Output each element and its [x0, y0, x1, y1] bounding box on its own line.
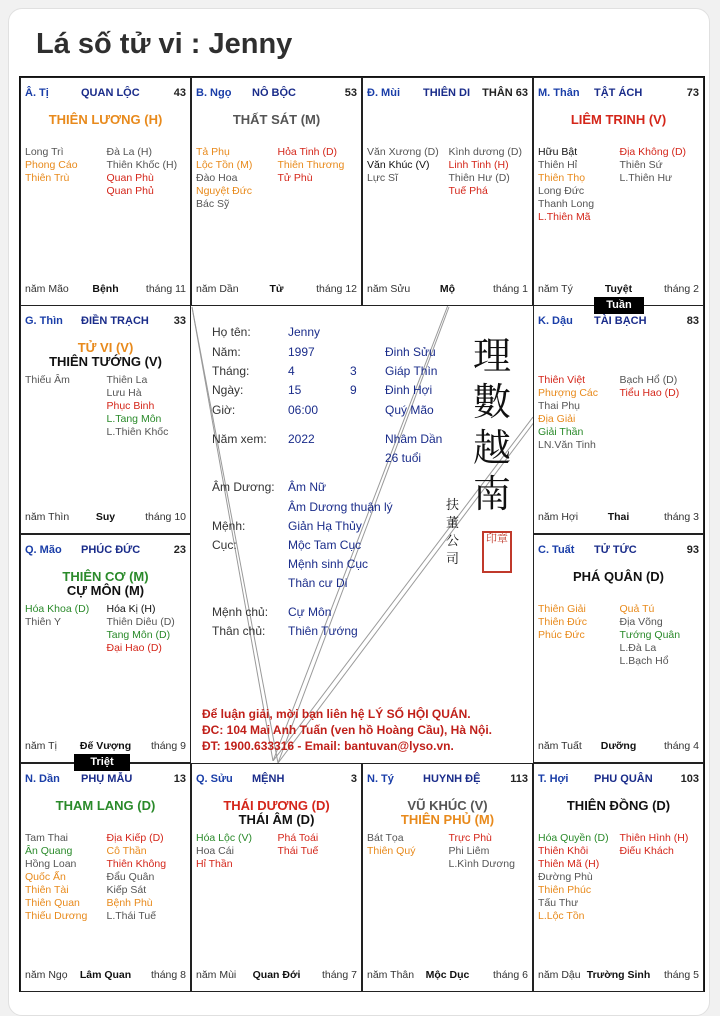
- amduong-note: Âm Dương thuận lý: [288, 500, 393, 514]
- main-star: THẤT SÁT (M): [232, 112, 321, 127]
- footer-year: năm Tuất: [538, 740, 582, 752]
- star-item: Hữu Bật: [538, 146, 578, 158]
- palace-number: 13: [173, 773, 186, 785]
- footer-stage: Tử: [269, 283, 284, 295]
- palace-header: [25, 773, 186, 787]
- star-item: Cô Thần: [106, 845, 147, 857]
- star-item: Thiên Tài: [25, 884, 69, 896]
- palace-mao: [20, 534, 191, 763]
- side-char-3: 公: [446, 534, 460, 549]
- star-item: L.Thiên Hư: [619, 172, 673, 184]
- side-char-4: 司: [446, 552, 460, 567]
- footer-year: năm Dậu: [538, 969, 581, 981]
- seal-char-2: 數: [472, 380, 511, 424]
- star-item: L.Bạch Hổ: [619, 655, 669, 667]
- footer-year: năm Tý: [538, 283, 573, 295]
- thanchu-label: Thân chủ:: [212, 624, 266, 638]
- star-item: Ân Quang: [25, 845, 73, 857]
- footer-stage: Bệnh: [92, 283, 119, 295]
- footer-month: tháng 3: [663, 511, 699, 523]
- footer-stage: Quan Đới: [252, 969, 301, 981]
- palace-name: QUAN LỘC: [81, 87, 140, 99]
- footer-year: năm Thìn: [25, 511, 70, 523]
- palace-footer: [25, 283, 186, 297]
- center-info-panel: [190, 305, 533, 761]
- footer-year: năm Mão: [25, 283, 69, 295]
- hour-value: 06:00: [288, 403, 319, 417]
- stars-right: [107, 832, 189, 923]
- month-canchi: Giáp Thìn: [385, 364, 438, 378]
- star-item: Thiên Giải: [538, 603, 586, 615]
- palace-footer: [538, 511, 699, 525]
- palace-number: 23: [173, 544, 186, 556]
- palace-canchi: B. Ngọ: [196, 87, 232, 99]
- palace-header: [538, 544, 699, 558]
- stars-left: [25, 374, 107, 387]
- palace-number: 3: [350, 773, 357, 785]
- star-item: Tam Thai: [25, 832, 68, 844]
- star-item: Hóa Quyền (D): [538, 832, 609, 844]
- age-value: 26 tuổi: [385, 451, 422, 465]
- footer-month: tháng 6: [492, 969, 528, 981]
- star-item: Tướng Quân: [619, 629, 681, 641]
- palace-header: [196, 773, 357, 787]
- stars-right: [620, 603, 702, 668]
- palace-footer: [538, 969, 699, 983]
- star-item: Thiên La: [106, 374, 148, 386]
- footer-month: tháng 10: [145, 511, 186, 523]
- star-item: Bệnh Phù: [106, 897, 153, 909]
- footer-stage: Mộ: [439, 283, 456, 295]
- star-item: Văn Khúc (V): [367, 159, 430, 171]
- stars-left: [367, 146, 449, 185]
- star-item: Thanh Long: [538, 198, 595, 210]
- stars-right: [278, 146, 360, 185]
- footer-month: tháng 12: [316, 283, 357, 295]
- page-title: Lá số tử vi : Jenny: [36, 28, 293, 60]
- star-item: Kình dương (D): [448, 146, 522, 158]
- star-item: Nguyệt Đức: [196, 185, 253, 197]
- footer-stage: Mộc Dục: [425, 969, 470, 981]
- star-item: L.Kình Dương: [448, 858, 515, 870]
- star-item: Tả Phụ: [196, 146, 230, 158]
- month-label: Tháng:: [212, 364, 250, 378]
- hour-label: Giờ:: [212, 403, 236, 417]
- palace-header: [196, 87, 357, 101]
- star-item: Quốc Ấn: [25, 871, 66, 883]
- main-star: THIÊN PHỦ (M): [400, 812, 495, 827]
- palace-canchi: Â. Tị: [25, 87, 49, 99]
- palace-canchi: Đ. Mùi: [367, 87, 400, 99]
- palace-number: 43: [173, 87, 186, 99]
- star-item: Thiên Y: [25, 616, 61, 628]
- footer-year: năm Dần: [196, 283, 239, 295]
- star-item: Hỉ Thần: [196, 858, 233, 870]
- palace-number: 33: [173, 315, 186, 327]
- star-item: Hoa Cái: [196, 845, 234, 857]
- star-item: Địa Giải: [538, 413, 576, 425]
- star-item: Thiên Sứ: [619, 159, 663, 171]
- star-item: Đà La (H): [106, 146, 153, 158]
- footer-year: năm Hợi: [538, 511, 579, 523]
- seal-char-4: 南: [472, 472, 511, 516]
- palace-canchi: K. Dậu: [538, 315, 573, 327]
- stars-right: [107, 146, 189, 198]
- star-item: Thiên Thương: [277, 159, 345, 171]
- palace-footer: [538, 283, 699, 297]
- stars-left: [538, 146, 620, 224]
- palace-canchi: G. Thìn: [25, 315, 63, 327]
- stars-right: [449, 146, 531, 198]
- palace-name: THIÊN DI: [423, 87, 471, 99]
- footer-year: năm Thân: [367, 969, 415, 981]
- palace-header: [25, 87, 186, 101]
- seal-side-text: [446, 497, 462, 569]
- star-item: Hóa Kị (H): [106, 603, 156, 615]
- star-item: Lộc Tồn (M): [196, 159, 253, 171]
- stars-left: [196, 146, 278, 211]
- star-item: Thiên Khôi: [538, 845, 589, 857]
- main-star: PHÁ QUÂN (D): [573, 569, 664, 584]
- contact-line-1: Để luận giải, mời bạn liên hệ LÝ SỐ HỘI QUÁN.: [202, 707, 471, 721]
- star-item: L.Tang Môn: [106, 413, 162, 425]
- footer-month: tháng 11: [145, 283, 186, 295]
- palace-number: THÂN 63: [482, 87, 528, 99]
- palace-footer: [367, 283, 528, 297]
- star-item: Phi Liêm: [448, 845, 490, 857]
- star-item: L.Thiên Khốc: [106, 426, 169, 438]
- thanchu-value: Thiên Tướng: [288, 624, 358, 638]
- footer-month: tháng 1: [492, 283, 528, 295]
- star-item: Quan Phủ: [106, 185, 154, 197]
- stars-left: [538, 374, 620, 452]
- star-item: Đẩu Quân: [106, 871, 155, 883]
- star-item: Thiên Quan: [25, 897, 80, 909]
- side-char-1: 扶: [446, 498, 460, 513]
- seal-text: [466, 333, 518, 517]
- palace-footer: [196, 969, 357, 983]
- palace-dan: [20, 763, 191, 992]
- footer-month: tháng 2: [663, 283, 699, 295]
- star-item: Linh Tinh (H): [448, 159, 509, 171]
- star-item: Đại Hao (D): [106, 642, 162, 654]
- contact-address: ĐC: 104 Mai Anh Tuấn (ven hồ Hoàng Cầu), Hà Nội.: [202, 723, 493, 737]
- palace-number: 93: [686, 544, 699, 556]
- footer-year: năm Ngọ: [25, 969, 68, 981]
- palace-canchi: T. Hợi: [538, 773, 569, 785]
- star-item: Địa Võng: [619, 616, 663, 628]
- stars-right: [449, 832, 531, 871]
- star-item: Thiên Trù: [25, 172, 70, 184]
- star-item: Tiểu Hao (D): [619, 387, 680, 399]
- star-item: Bát Tọa: [367, 832, 404, 844]
- footer-month: tháng 8: [150, 969, 186, 981]
- palace-name: PHỤ MẪU: [81, 773, 133, 785]
- stars-right: [620, 146, 702, 185]
- star-item: Thiên Thọ: [538, 172, 586, 184]
- palace-ty: [362, 763, 533, 992]
- palace-name: MỆNH: [252, 773, 285, 785]
- palace-number: 103: [680, 773, 699, 785]
- footer-year: năm Mùi: [196, 969, 237, 981]
- name-value: Jenny: [288, 325, 321, 339]
- day-canchi: Đinh Hợi: [385, 383, 433, 397]
- cuc-note: Mệnh sinh Cục: [288, 557, 369, 571]
- palace-number: 73: [686, 87, 699, 99]
- palace-suu: [191, 763, 362, 992]
- star-item: L.Lộc Tồn: [538, 910, 585, 922]
- main-star: THIÊN LƯƠNG (H): [48, 112, 163, 127]
- star-item: Long Đức: [538, 185, 585, 197]
- side-char-2: 董: [446, 516, 460, 531]
- footer-stage: Trường Sinh: [586, 969, 651, 981]
- star-item: Tuế Phá: [448, 185, 488, 197]
- palace-dau: [533, 305, 704, 534]
- triet-badge: Triệt: [74, 754, 130, 771]
- stars-left: [25, 146, 107, 185]
- palace-canchi: M. Thân: [538, 87, 580, 99]
- star-item: Tấu Thư: [538, 897, 579, 909]
- star-item: L.Thái Tuế: [106, 910, 157, 922]
- palace-name: TỬ TỨC: [594, 544, 637, 556]
- palace-footer: [25, 740, 186, 754]
- footer-stage: Thai: [607, 511, 630, 523]
- stars-right: [620, 832, 702, 858]
- palace-footer: [25, 969, 186, 983]
- footer-month: tháng 9: [150, 740, 186, 752]
- star-item: Hóa Lộc (V): [196, 832, 253, 844]
- stars-left: [367, 832, 449, 858]
- star-item: Kiếp Sát: [106, 884, 147, 896]
- star-item: Thiên Hư (D): [448, 172, 510, 184]
- star-item: Phục Binh: [106, 400, 155, 412]
- palace-canchi: Q. Mão: [25, 544, 62, 556]
- palace-canchi: Q. Sửu: [196, 773, 233, 785]
- star-item: Phượng Các: [538, 387, 599, 399]
- star-item: Thiên Khốc (H): [106, 159, 178, 171]
- menh-value: Giản Hạ Thủy: [288, 519, 362, 533]
- name-label: Họ tên:: [212, 325, 251, 339]
- cuc-value: Mộc Tam Cục: [288, 538, 362, 552]
- main-star: CỰ MÔN (M): [66, 583, 145, 598]
- footer-month: tháng 7: [321, 969, 357, 981]
- palace-header: [538, 87, 699, 101]
- palace-header: [367, 87, 528, 101]
- main-star: LIÊM TRINH (V): [570, 112, 667, 127]
- star-item: Thai Phụ: [538, 400, 581, 412]
- palace-name: HUYNH ĐỆ: [423, 773, 481, 785]
- star-item: Thiên Phúc: [538, 884, 592, 896]
- palace-footer: [196, 283, 357, 297]
- palace-name: ĐIỀN TRẠCH: [81, 315, 149, 327]
- star-item: Long Trì: [25, 146, 64, 158]
- stars-left: [196, 832, 278, 871]
- palace-thin: [20, 305, 191, 534]
- star-item: LN.Văn Tinh: [538, 439, 596, 451]
- footer-stage: Suy: [95, 511, 116, 523]
- stars-right: [107, 374, 189, 439]
- red-stamp: 印章: [482, 531, 512, 573]
- amduong-value: Âm Nữ: [288, 480, 327, 494]
- footer-stage: Đế Vượng: [79, 740, 132, 752]
- palace-name: NÔ BỘC: [252, 87, 296, 99]
- star-item: Thiên Mã (H): [538, 858, 600, 870]
- star-item: Bác Sỹ: [196, 198, 230, 210]
- stars-right: [278, 832, 360, 858]
- star-item: Thiên Việt: [538, 374, 586, 386]
- stars-right: [107, 603, 189, 655]
- menhchu-value: Cự Môn: [288, 605, 332, 619]
- stars-left: [25, 603, 107, 629]
- palace-mui: [362, 77, 533, 306]
- star-item: Thiên Đức: [538, 616, 588, 628]
- palace-than: [533, 77, 704, 306]
- star-item: Trực Phù: [448, 832, 492, 844]
- footer-month: tháng 4: [663, 740, 699, 752]
- palace-ti: [20, 77, 191, 306]
- star-item: Thiên Không: [106, 858, 167, 870]
- palace-tuat: [533, 534, 704, 763]
- star-item: Địa Kiếp (D): [106, 832, 164, 844]
- star-item: Phúc Đức: [538, 629, 585, 641]
- palace-number: 113: [510, 773, 528, 785]
- than-cu: Thân cư Di: [288, 576, 348, 590]
- viewyear-canchi: Nhâm Dần: [385, 432, 443, 446]
- hour-canchi: Quý Mão: [385, 403, 434, 417]
- footer-stage: Dưỡng: [600, 740, 637, 752]
- star-item: Hóa Khoa (D): [25, 603, 90, 615]
- star-item: Lưu Hà: [106, 387, 142, 399]
- star-item: L.Đà La: [619, 642, 657, 654]
- palace-hoi: [533, 763, 704, 992]
- main-star: THIÊN TƯỚNG (V): [49, 354, 162, 369]
- star-item: Địa Không (D): [619, 146, 687, 158]
- main-star: THIÊN ĐỒNG (D): [566, 798, 671, 813]
- star-item: Thiên Quý: [367, 845, 416, 857]
- star-item: Điếu Khách: [619, 845, 674, 857]
- palace-name: TÀI BẠCH: [594, 315, 647, 327]
- palace-canchi: C. Tuất: [538, 544, 575, 556]
- star-item: Quan Phù: [106, 172, 154, 184]
- main-star: TỬ VI (V): [77, 340, 134, 355]
- star-item: Đường Phù: [538, 871, 593, 883]
- tuan-badge: Tuần: [594, 297, 644, 314]
- palace-name: PHU QUÂN: [594, 773, 653, 785]
- palace-canchi: N. Dần: [25, 773, 60, 785]
- palace-canchi: N. Tý: [367, 773, 394, 785]
- star-item: Phong Cáo: [25, 159, 78, 171]
- palace-ngo: [191, 77, 362, 306]
- star-item: Thiên Hỉ: [538, 159, 578, 171]
- stars-left: [25, 832, 107, 923]
- star-item: Hỏa Tinh (D): [277, 146, 338, 158]
- palace-footer: [367, 969, 528, 983]
- star-item: Thiên Diêu (D): [106, 616, 175, 628]
- star-item: Thái Tuế: [277, 845, 319, 857]
- star-item: Thiên Hình (H): [619, 832, 689, 844]
- footer-stage: Lâm Quan: [79, 969, 132, 981]
- star-item: Giải Thần: [538, 426, 584, 438]
- day-label: Ngày:: [212, 383, 244, 397]
- stars-right: [620, 374, 702, 400]
- palace-footer: [538, 740, 699, 754]
- main-star: THÁI DƯƠNG (D): [223, 798, 330, 813]
- footer-year: năm Tị: [25, 740, 57, 752]
- footer-year: năm Sửu: [367, 283, 411, 295]
- palace-name: PHÚC ĐỨC: [81, 544, 141, 556]
- month-value: 4: [288, 364, 295, 378]
- stars-left: [538, 603, 620, 642]
- main-star: VŨ KHÚC (V): [407, 798, 488, 813]
- month-lunar: 3: [350, 364, 357, 378]
- year-label: Năm:: [212, 345, 241, 359]
- star-item: Thiếu Dương: [25, 910, 88, 922]
- stars-left: [538, 832, 620, 923]
- palace-header: [538, 773, 699, 787]
- seal-char-1: 理: [472, 334, 511, 378]
- star-item: Quả Tú: [619, 603, 655, 615]
- menhchu-label: Mệnh chủ:: [212, 605, 269, 619]
- seal-char-3: 越: [472, 426, 511, 470]
- day-lunar: 9: [350, 383, 357, 397]
- star-item: Phá Toái: [277, 832, 319, 844]
- palace-header: [538, 315, 699, 329]
- palace-header: [367, 773, 528, 787]
- contact-phone-email: ĐT: 1900.633316 - Email: bantuvan@lyso.vn.: [202, 739, 454, 753]
- star-item: Văn Xương (D): [367, 146, 439, 158]
- star-item: Đào Hoa: [196, 172, 238, 184]
- day-value: 15: [288, 383, 302, 397]
- main-star: THAM LANG (D): [55, 798, 156, 813]
- star-item: Lực Sĩ: [367, 172, 398, 184]
- star-item: Thiếu Âm: [25, 374, 70, 386]
- palace-header: [25, 315, 186, 329]
- star-item: Bạch Hổ (D): [619, 374, 678, 386]
- palace-name: TẬT ÁCH: [594, 87, 643, 99]
- palace-number: 53: [344, 87, 357, 99]
- viewyear-value: 2022: [288, 432, 315, 446]
- main-star: THIÊN CƠ (M): [62, 569, 149, 584]
- star-item: Tang Môn (D): [106, 629, 171, 641]
- main-star: THÁI ÂM (D): [238, 812, 315, 827]
- palace-number: 83: [686, 315, 699, 327]
- menh-label: Mệnh:: [212, 519, 246, 533]
- footer-month: tháng 5: [663, 969, 699, 981]
- palace-header: [25, 544, 186, 558]
- cuc-label: Cục:: [212, 538, 237, 552]
- amduong-label: Âm Dương:: [212, 480, 275, 494]
- star-item: Tử Phù: [277, 172, 313, 184]
- star-item: Hồng Loan: [25, 858, 77, 870]
- footer-stage: Tuyệt: [604, 283, 633, 295]
- star-item: L.Thiên Mã: [538, 211, 591, 223]
- palace-footer: [25, 511, 186, 525]
- year-value: 1997: [288, 345, 315, 359]
- viewyear-label: Năm xem:: [212, 432, 267, 446]
- year-canchi: Đinh Sửu: [385, 345, 436, 359]
